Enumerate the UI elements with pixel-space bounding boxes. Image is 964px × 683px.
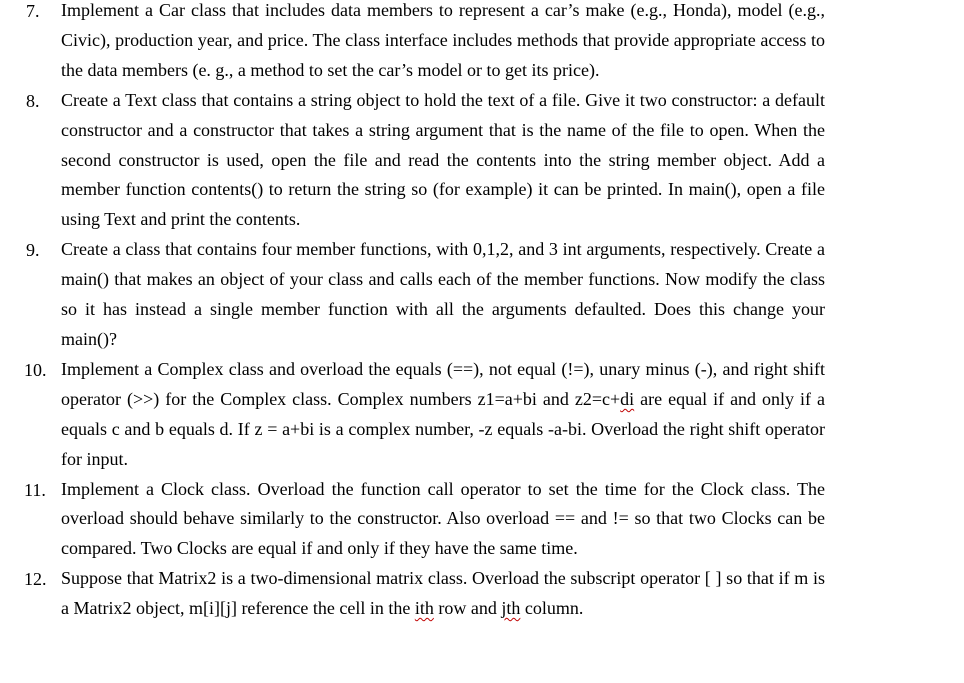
text-segment: row and: [433, 598, 502, 619]
question-text: Implement a Clock class. Overload the function call operator to set the time for the Clock class. The overload should behave similarly to the constructor. Also overload == and != so that two Clocks can be compared. Two Clocks are equal if and only if they have the same time.: [61, 478, 825, 559]
question-7: [0, 0, 964, 86]
question-12: [0, 564, 964, 624]
question-number: 12.: [24, 569, 47, 590]
question-number: 8.: [26, 90, 40, 111]
question-number: 10.: [24, 359, 47, 380]
spellcheck-flagged-word: di: [620, 388, 635, 409]
question-text: Create a class that contains four member functions, with 0,1,2, and 3 int arguments, respectively. Create a main() that makes an object of your class and calls each of the member functions. Now modify the class so it has instead a single member function with all the arguments defaulted. Does this change your main()?: [61, 239, 825, 349]
question-8: [0, 86, 964, 236]
question-number: 9.: [26, 240, 40, 261]
spellcheck-flagged-word: ith: [414, 598, 434, 619]
text-segment: Implement a Complex class and overload the equals (==), not equal (!=), unary minus (-), and right shift operator (>>) for the Complex class. Complex numbers z1=a+bi and z2=c+: [61, 358, 825, 409]
question-9: [0, 235, 964, 355]
question-11: [0, 475, 964, 565]
question-text: [61, 355, 825, 475]
spellcheck-flagged-word: jth: [501, 598, 521, 619]
question-text: Implement a Car class that includes data members to represent a car’s make (e.g., Honda), model (e.g., Civic), production year, and price. The class interface includes methods that provide appropriate access to the data members (e. g., a method to set the car’s model or to get its price).: [61, 0, 825, 80]
question-text: [61, 564, 825, 624]
question-number: 11.: [24, 479, 46, 500]
question-text: Create a Text class that contains a string object to hold the text of a file. Give it two constructor: a default constructor and a constructor that takes a string argument that is the name of the file to open. When the second constructor is used, open the file and read the contents into the string member object. Add a member function contents() to return the string so (for example) it can be printed. In main(), open a file using Text and print the contents.: [61, 89, 825, 230]
text-segment: column.: [520, 598, 584, 619]
text-segment: Suppose that Matrix2 is a two-dimensional matrix class. Overload the subscript operator [ ] so that if m is a Matrix2 object, m[i][j] reference the cell in the: [61, 568, 825, 619]
text-segment: are equal if and only if a equals c and b equals d. If z = a+bi is a complex number, -z equals -a-bi. Overload the right shift operator for input.: [61, 388, 826, 469]
question-number: 7.: [26, 1, 40, 21]
question-10: [0, 355, 964, 475]
